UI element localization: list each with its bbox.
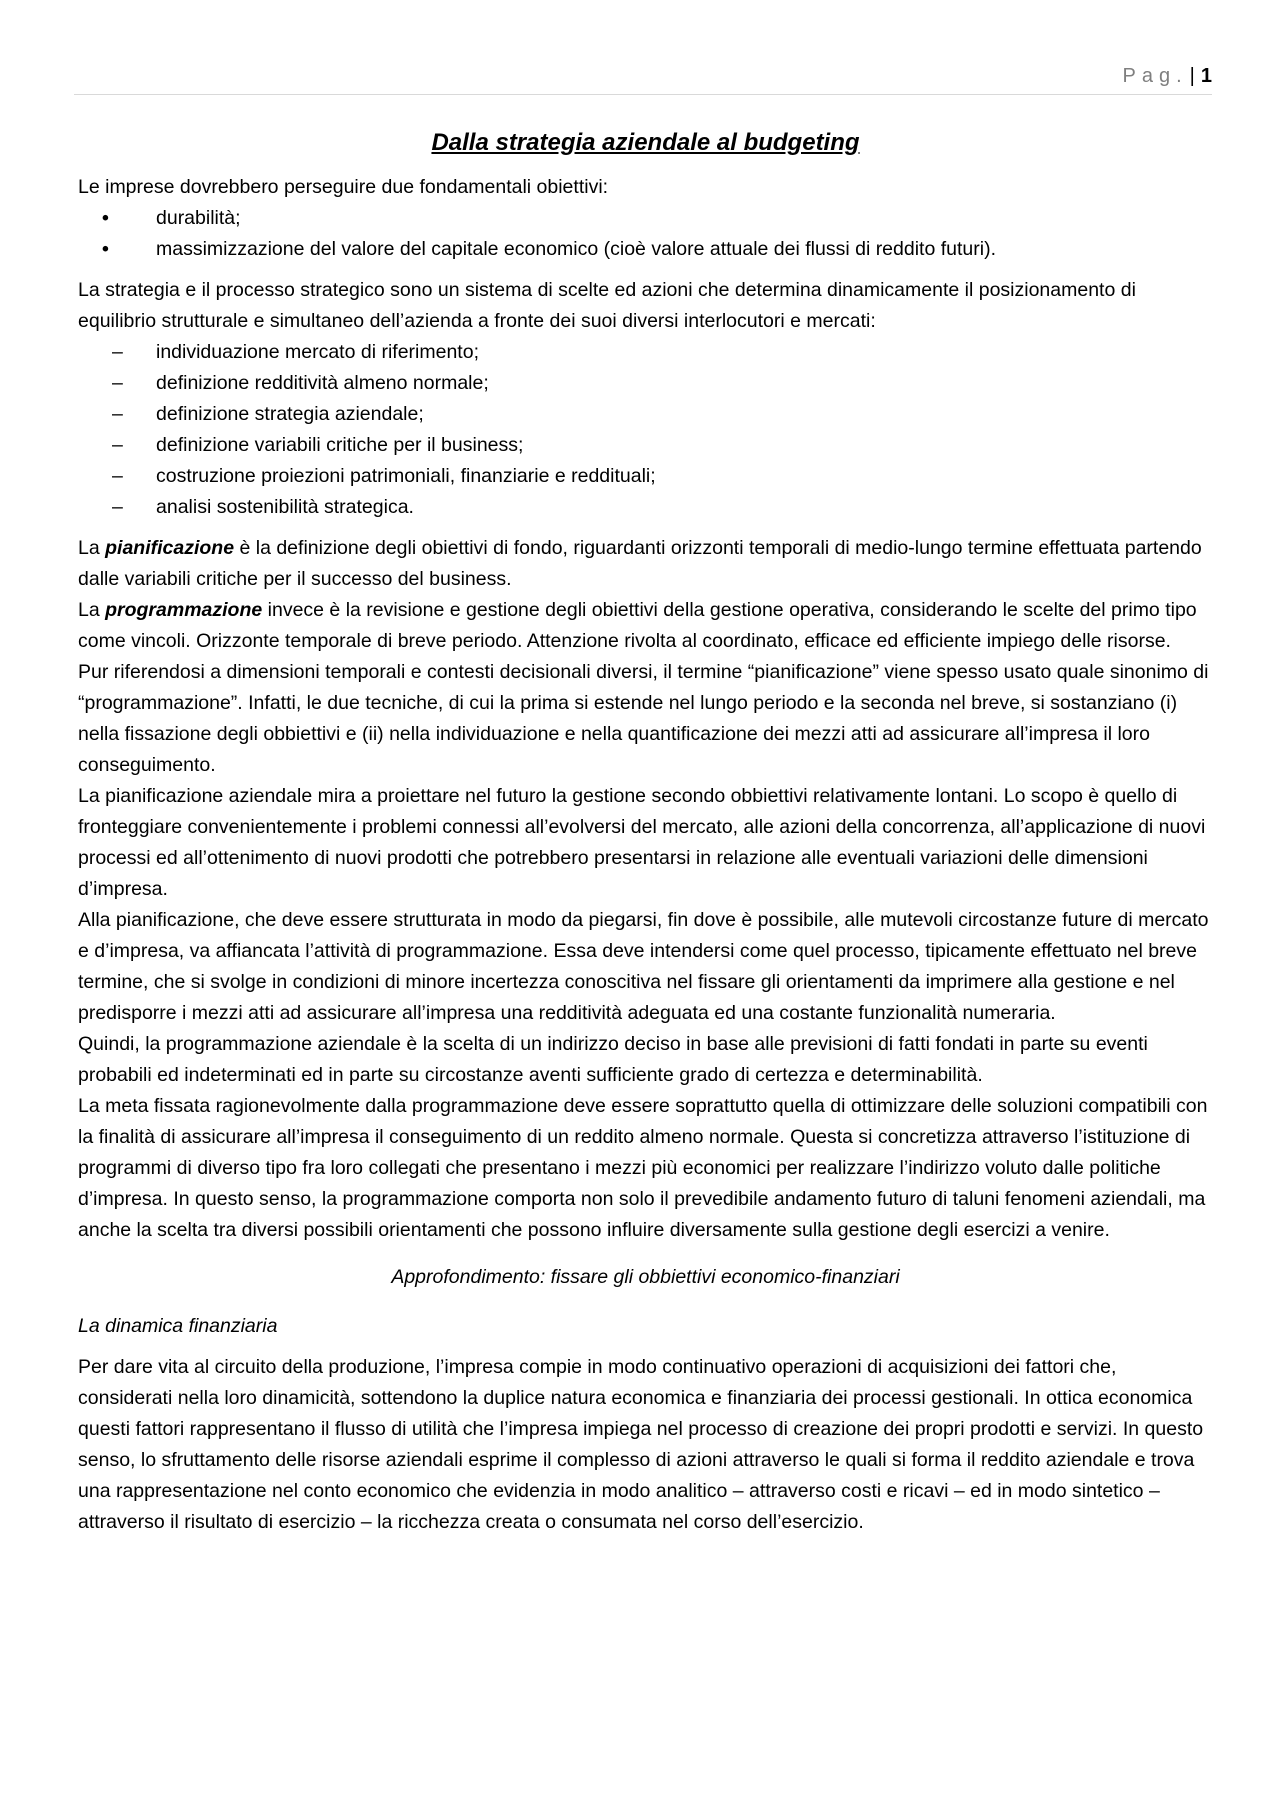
document-title: Dalla strategia aziendale al budgeting: [431, 129, 860, 156]
pianificazione-definition: [78, 533, 1213, 595]
body-paragraph: Quindi, la programmazione aziendale è la scelta di un indirizzo deciso in base alle previsioni di fatti fondati in parte su eventi probabili ed indeterminati ed in parte su circostanze aventi sufficiente grado di certezza e determinabilità.: [78, 1033, 1148, 1086]
page-separator: |: [1189, 65, 1195, 87]
list-item: – costruzione proiezioni patrimoniali, finanziarie e reddituali;: [78, 461, 1213, 492]
keyword-pianificazione: pianificazione: [105, 537, 235, 559]
document-body: [78, 126, 1213, 1538]
objectives-list: [78, 203, 1213, 265]
intro-text: Le imprese dovrebbero perseguire due fondamentali obiettivi:: [78, 176, 609, 198]
programmazione-definition: [78, 595, 1213, 657]
strategy-paragraph: La strategia e il processo strategico sono un sistema di scelte ed azioni che determina dinamicamente il posizionamento di equilibrio strutturale e simultaneo dell’azienda a fronte dei suoi diversi interlocutori e mercati:: [78, 279, 1136, 332]
section-subheading: La dinamica finanziaria: [78, 1315, 278, 1337]
body-paragraph: La pianificazione aziendale mira a proiettare nel futuro la gestione secondo obbiettivi relativamente lontani. Lo scopo è quello di fronteggiare convenientemente i problemi connessi all’evolversi del mercato, alle azioni della concorrenza, all’applicazione di nuovi processi ed all’ottenimento di nuovi prodotti che potrebbero presentarsi in relazione alle eventuali variazioni delle dimensioni d’impresa.: [78, 785, 1206, 900]
list-item: • massimizzazione del valore del capitale economico (cioè valore attuale dei flussi di reddito futuri).: [78, 234, 1213, 265]
list-item: • durabilità;: [78, 203, 1213, 234]
list-item: – definizione variabili critiche per il business;: [78, 430, 1213, 461]
list-item: – definizione redditività almeno normale;: [78, 368, 1213, 399]
page-label: Pag.: [1122, 65, 1188, 87]
definition-prefix: La: [78, 537, 106, 559]
keyword-programmazione: programmazione: [105, 599, 263, 621]
approfondimento-heading: Approfondimento: fissare gli obbiettivi economico-finanziari: [391, 1266, 900, 1288]
body-paragraph: La meta fissata ragionevolmente dalla programmazione deve essere soprattutto quella di ottimizzare delle soluzioni compatibili con la finalità di assicurare all’impresa il conseguimento di un reddito almeno normale. Questa si concretizza attraverso l’istituzione di programmi di diverso tipo fra loro collegati che presentano i mezzi più economici per realizzare l’indirizzo voluto dalle politiche d’impresa. In questo senso, la programmazione comporta non solo il prevedibile andamento futuro di taluni fenomeni aziendali, ma anche la scelta tra diversi possibili orientamenti che possono influire diversamente sulla gestione degli esercizi a venire.: [78, 1095, 1208, 1241]
list-item: – individuazione mercato di riferimento;: [78, 337, 1213, 368]
definition-text: invece è la revisione e gestione degli obiettivi della gestione operativa, considerando le scelte del primo tipo come vincoli. Orizzonte temporale di breve periodo. Attenzione rivolta al coordinato, efficace ed efficiente impiego delle risorse.: [78, 599, 1197, 652]
page-number: 1: [1200, 65, 1212, 87]
strategy-steps-list: [78, 337, 1213, 523]
page-header: [74, 58, 1212, 95]
final-paragraph: Per dare vita al circuito della produzione, l’impresa compie in modo continuativo operazioni di acquisizioni dei fattori che, considerati nella loro dinamicità, sottendono la duplice natura economica e finanziaria dei processi gestionali. In ottica economica questi fattori rappresentano il flusso di utilità che l’impresa impiega nel processo di creazione dei propri prodotti e servizi. In questo senso, lo sfruttamento delle risorse aziendali esprime il complesso di azioni attraverso le quali si forma il reddito aziendale e trova una rappresentazione nel conto economico che evidenzia in modo analitico – attraverso costi e ricavi – ed in modo sintetico – attraverso il risultato di esercizio – la ricchezza creata o consumata nel corso dell’esercizio.: [78, 1356, 1204, 1533]
body-paragraph: Pur riferendosi a dimensioni temporali e contesti decisionali diversi, il termine “pianificazione” viene spesso usato quale sinonimo di “programmazione”. Infatti, le due tecniche, di cui la prima si estende nel lungo periodo e la seconda nel breve, si sostanziano (i) nella fissazione degli obbiettivi e (ii) nella individuazione e nella quantificazione dei mezzi atti ad assicurare all’impresa il loro conseguimento.: [78, 661, 1209, 776]
list-item: – definizione strategia aziendale;: [78, 399, 1213, 430]
list-item: – analisi sostenibilità strategica.: [78, 492, 1213, 523]
definition-prefix: La: [78, 599, 106, 621]
body-paragraph: Alla pianificazione, che deve essere strutturata in modo da piegarsi, fin dove è possibile, alle mutevoli circostanze future di mercato e d’impresa, va affiancata l’attività di programmazione. Essa deve intendersi come quel processo, tipicamente effettuato nel breve termine, che si svolge in condizioni di minore incertezza conoscitiva nel fissare gli orientamenti da imprimere alla gestione e nel predisporre i mezzi atti ad assicurare all’impresa una redditività adeguata ed una costante funzionalità numeraria.: [78, 909, 1209, 1024]
definition-text: è la definizione degli obiettivi di fondo, riguardanti orizzonti temporali di medio-lungo termine effettuata partendo dalle variabili critiche per il successo del business.: [78, 537, 1202, 590]
page-number-indicator: [1123, 64, 1212, 88]
